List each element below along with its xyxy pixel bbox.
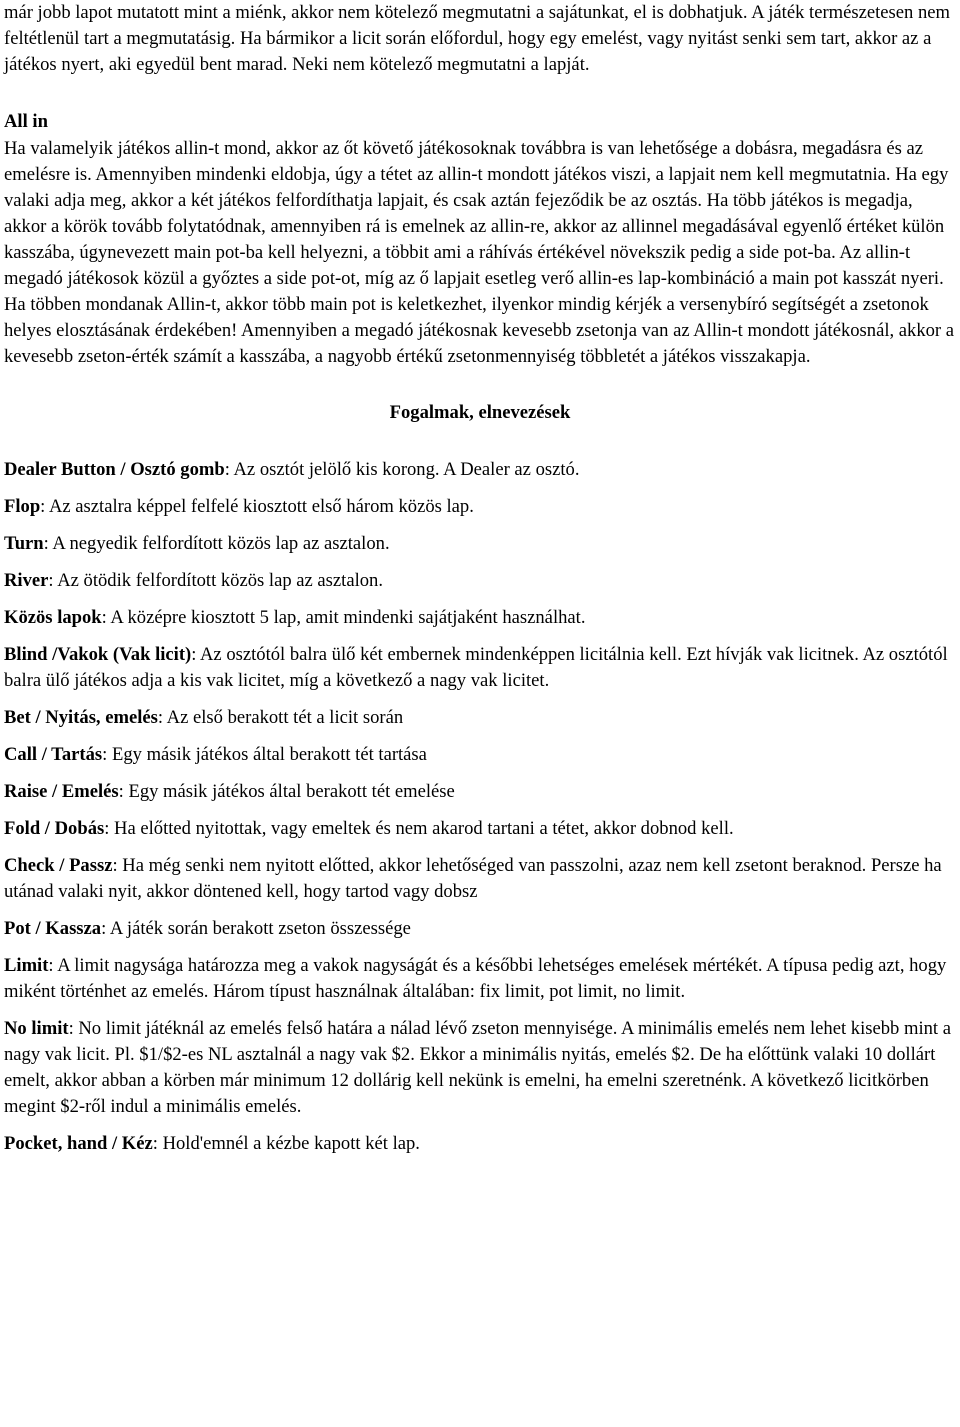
glossary-term: Fold / Dobás (4, 818, 105, 839)
glossary-definition: : A játék során berakott zseton összessége (101, 918, 411, 939)
glossary-term: Blind /Vakok (Vak licit) (4, 644, 192, 665)
glossary-item-kozos-lapok (4, 605, 956, 631)
glossary-item-river (4, 568, 956, 594)
glossary-definition: : Az első berakott tét a licit során (157, 707, 404, 728)
allin-paragraph: Ha valamelyik játékos allin-t mond, akkor az őt követő játékosoknak továbbra is van lehetősége a dobásra, megadásra és az emelésre is. Amennyiben mindenki eldobja, úgy a tétet az allin-t mondott játékos viszi, a lapjait nem kell megmutatnia. Ha egy valaki adja meg, akkor a két játékos felfordíthatja lapjait, és csak aztán fejeződik be az osztás. Ha több játékos is megadja, akkor a körök tovább folytatódnak, amennyiben rá is emelnek az allin-re, akkor az allinnel megadásával egyenlő értéket külön kasszába, úgynevezett main pot-ba kell helyezni, a többit ami a ráhívás értékével növekszik pedig a side pot-ba. Az allin-t megadó játékosok közül a győztes a side pot-ot, míg az ő lapjait esetleg verő allin-es lap-kombináció a main pot kasszát nyeri. Ha többen mondanak Allin-t, akkor több main pot is keletkezhet, ilyenkor mindig kérjék a versenybíró segítségét a zsetonok helyes elosztásának érdekében! Amennyiben a megadó játékosnak kevesebb zsetonja van az Allin-t mondott játékosnál, akkor a kevesebb zseton-érték számít a kasszába, a nagyobb értékű zsetonmennyiség többletét a játékos visszakapja. (4, 138, 955, 367)
document-body (4, 0, 956, 1168)
glossary-definition: : Egy másik játékos által berakott tét emelése (118, 781, 455, 802)
glossary-heading: Fogalmak, elnevezések (389, 402, 571, 423)
glossary-definition: : A limit nagysága határozza meg a vakok nagyságát és a későbbi lehetséges emelések mértékét. A típusa pedig azt, hogy miként történhet az emelés. Három típust használnak általában: fix limit, pot limit, no limit. (4, 955, 947, 1002)
intro-paragraph: már jobb lapot mutatott mint a miénk, akkor nem kötelező megmutatni a sajátunkat, el is dobhatjuk. A játék természetesen nem feltétlenül tart a megmutatásig. Ha bármikor a licit során előfordul, hogy egy emelést, vagy nyitást senki sem tart, akkor az a játékos nyert, aki egyedül bent marad. Neki nem kötelező megmutatni a lapját. (4, 2, 950, 75)
glossary-definition: : No limit játéknál az emelés felső határa a nálad lévő zseton mennyisége. A minimális emelés nem lehet kisebb mint a nagy vak licit. Pl. $1/$2-es NL asztalnál a nagy vak $2. Ekkor a minimális nyitás, emelés $2. De ha előttünk valaki 10 dollárt emelt, akkor abban a körben már minimum 12 dollárig kell nekünk is emelni, ha emelni szeretnénk. A következő licitkörben megint $2-ről indul a minimális emelés. (4, 1018, 951, 1117)
glossary-definition: : Hold'emnél a kézbe kapott két lap. (152, 1133, 420, 1154)
glossary-term: Dealer Button / Osztó gomb (4, 459, 225, 480)
glossary-item-check (4, 853, 956, 905)
glossary-item-flop (4, 494, 956, 520)
glossary-term: Call / Tartás (4, 744, 103, 765)
glossary-definition: : Ha előtted nyitottak, vagy emeltek és nem akarod tartani a tétet, akkor dobnod kell. (104, 818, 734, 839)
glossary-term: Flop (4, 496, 41, 517)
glossary-list (4, 457, 956, 1157)
glossary-item-limit (4, 953, 956, 1005)
glossary-item-dealer-button (4, 457, 956, 483)
glossary-term: Limit (4, 955, 49, 976)
glossary-term: River (4, 570, 49, 591)
glossary-item-call (4, 742, 956, 768)
glossary-item-blind (4, 642, 956, 694)
glossary-definition: : Az osztótól balra ülő két embernek mindenképpen licitálnia kell. Ezt hívják vak licitnek. Az osztótól balra ülő játékos adja a kis vak licitet, míg a következő a nagy vak licitet. (4, 644, 948, 691)
glossary-term: Közös lapok (4, 607, 102, 628)
glossary-item-no-limit (4, 1016, 956, 1120)
glossary-term: Bet / Nyitás, emelés (4, 707, 158, 728)
glossary-definition: : Ha még senki nem nyitott előtted, akkor lehetőséged van passzolni, azaz nem kell zsetont beraknod. Persze ha utánad valaki nyit, akkor döntened kell, hogy tartod vagy dobsz (4, 855, 942, 902)
glossary-term: Turn (4, 533, 44, 554)
glossary-definition: : Az osztót jelölő kis korong. A Dealer az osztó. (224, 459, 580, 480)
glossary-definition: : Az ötödik felfordított közös lap az asztalon. (48, 570, 384, 591)
allin-section-title: All in (4, 111, 48, 132)
glossary-item-turn (4, 531, 956, 557)
glossary-item-bet (4, 705, 956, 731)
glossary-term: Raise / Emelés (4, 781, 119, 802)
glossary-item-fold (4, 816, 956, 842)
glossary-item-pocket-hand (4, 1131, 956, 1157)
glossary-definition: : A középre kiosztott 5 lap, amit mindenki sajátjaként használhat. (101, 607, 586, 628)
glossary-term: No limit (4, 1018, 69, 1039)
glossary-definition: : Egy másik játékos által berakott tét tartása (102, 744, 427, 765)
glossary-definition: : A negyedik felfordított közös lap az asztalon. (43, 533, 390, 554)
glossary-item-pot (4, 916, 956, 942)
glossary-item-raise (4, 779, 956, 805)
glossary-term: Check / Passz (4, 855, 113, 876)
glossary-term: Pocket, hand / Kéz (4, 1133, 153, 1154)
glossary-definition: : Az asztalra képpel felfelé kiosztott első három közös lap. (40, 496, 474, 517)
glossary-term: Pot / Kassza (4, 918, 102, 939)
